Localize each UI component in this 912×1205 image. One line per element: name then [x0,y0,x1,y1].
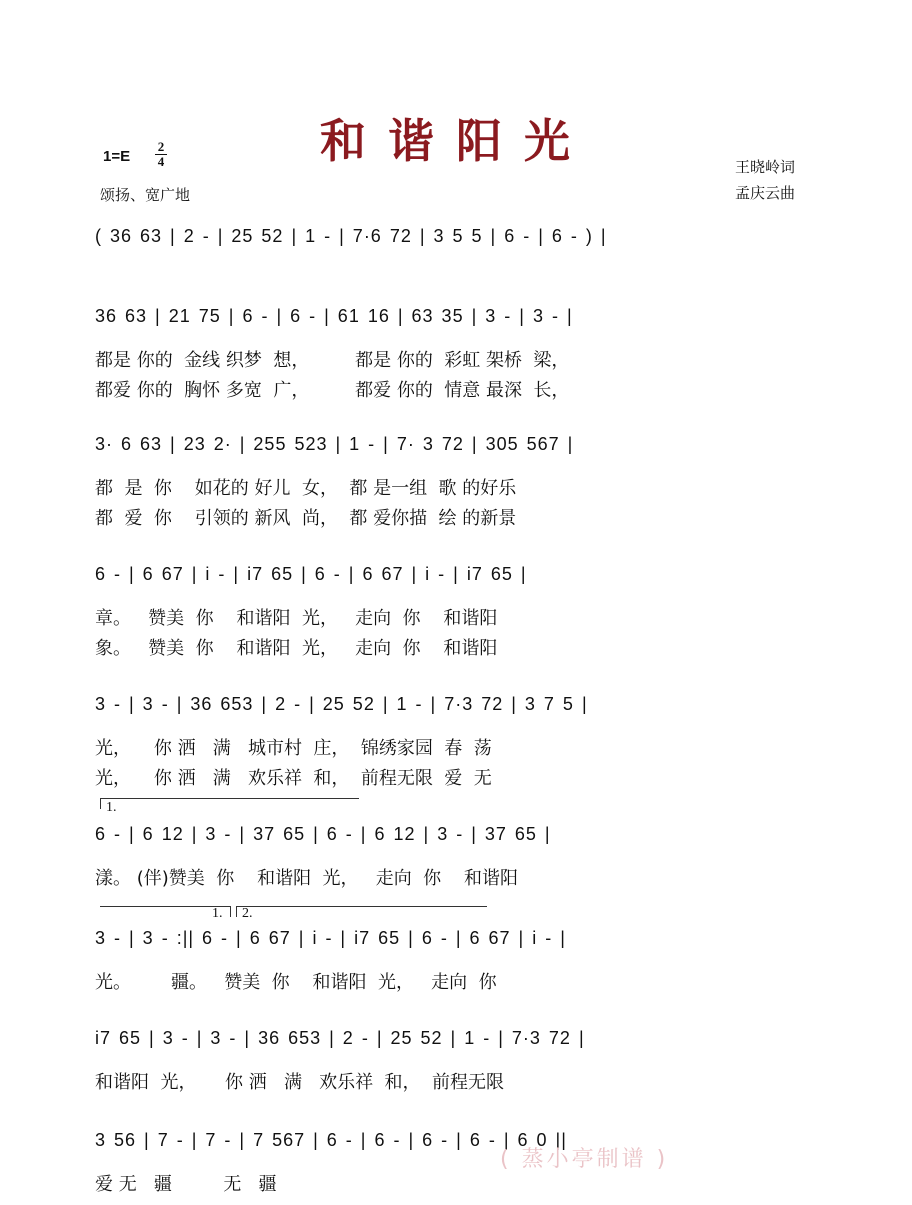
volta-label-1b: 1. [212,906,223,921]
time-signature [155,140,167,169]
lyric-verse-1-cropped: 爱 无 疆 无 疆 [95,1174,277,1195]
notation-line: 3 - | 3 - :|| 6 - | 6 67 | i - | i7 65 | 6 - | 6 67 | i - | [95,928,566,948]
volta-label-2: 2. [242,906,253,921]
volta-bracket-1 [100,798,359,809]
tempo-marking: 颂扬、宽广地 [100,186,191,204]
key-signature: 1=E [103,148,131,165]
score-system-8 [95,1124,815,1195]
lyric-verse-1: 光。 疆。 赞美 你 和谐阳 光， 走向 你 [95,972,497,993]
notation-line: ( 36 63 | 2 - | 25 52 | 1 - | 7·6 72 | 3 5 5 | 6 - | 6 - ) | [95,226,607,246]
time-numerator: 2 [157,139,165,154]
notation-line: 36 63 | 21 75 | 6 - | 6 - | 61 16 | 63 35 | 3 - | 3 - | [95,306,573,326]
score-system-2 [95,428,815,534]
notation-line: 6 - | 6 67 | i - | i7 65 | 6 - | 6 67 | i - | i7 65 | [95,564,527,584]
volta-label-1: 1. [106,800,117,815]
notation-line: i7 65 | 3 - | 3 - | 36 653 | 2 - | 25 52 | 1 - | 7·3 72 | [95,1028,585,1048]
lyric-verse-2: 象。 赞美 你 和谐阳 光， 走向 你 和谐阳 [95,638,498,659]
lyric-verse-1: 光， 你 洒 满 城市村 庄， 锦绣家园 春 荡 [95,738,492,759]
lyricist-credit: 王晓岭词 [735,158,796,176]
notation-line: 3· 6 63 | 23 2· | 255 523 | 1 - | 7· 3 72 | 305 567 | [95,434,574,454]
notation-line: 3 56 | 7 - | 7 - | 7 567 | 6 - | 6 - | 6 - | 6 - | 6 0 || [95,1130,567,1150]
score-system-intro [95,220,815,266]
lyric-verse-1: 漾。 (伴)赞美 你 和谐阳 光， 走向 你 和谐阳 [95,868,519,889]
song-title: 和谐阳光 [320,114,592,168]
lyric-verse-2: 光， 你 洒 满 欢乐祥 和， 前程无限 爱 无 [95,768,492,789]
lyric-verse-1: 章。 赞美 你 和谐阳 光， 走向 你 和谐阳 [95,608,498,629]
lyric-verse-1: 都 是 你 如花的 好儿 女， 都 是一组 歌 的好乐 [95,478,517,499]
score-system-6 [95,922,815,998]
lyric-verse-2: 都爱 你的 胸怀 多宽 广， 都爱 你的 情意 最深 长， [95,380,570,401]
volta-bracket-2 [236,906,487,917]
score-system-3 [95,558,815,664]
composer-credit: 孟庆云曲 [735,184,796,202]
lyric-verse-1: 都是 你的 金线 织梦 想， 都是 你的 彩虹 架桥 梁， [95,350,570,371]
score-system-7 [95,1022,815,1098]
score-system-4 [95,688,815,794]
watermark: ( 蒸小亭制谱 ) [500,1147,669,1172]
notation-line: 6 - | 6 12 | 3 - | 37 65 | 6 - | 6 12 | 3 - | 37 65 | [95,824,551,844]
time-denominator: 4 [157,154,165,169]
score-system-5 [95,818,815,894]
lyric-verse-2: 都 爱 你 引领的 新风 尚， 都 爱你描 绘 的新景 [95,508,517,529]
score-system-1 [95,300,815,406]
notation-line: 3 - | 3 - | 36 653 | 2 - | 25 52 | 1 - | 7·3 72 | 3 7 5 | [95,694,588,714]
lyric-verse-1: 和谐阳 光， 你 洒 满 欢乐祥 和， 前程无限 [95,1072,504,1093]
